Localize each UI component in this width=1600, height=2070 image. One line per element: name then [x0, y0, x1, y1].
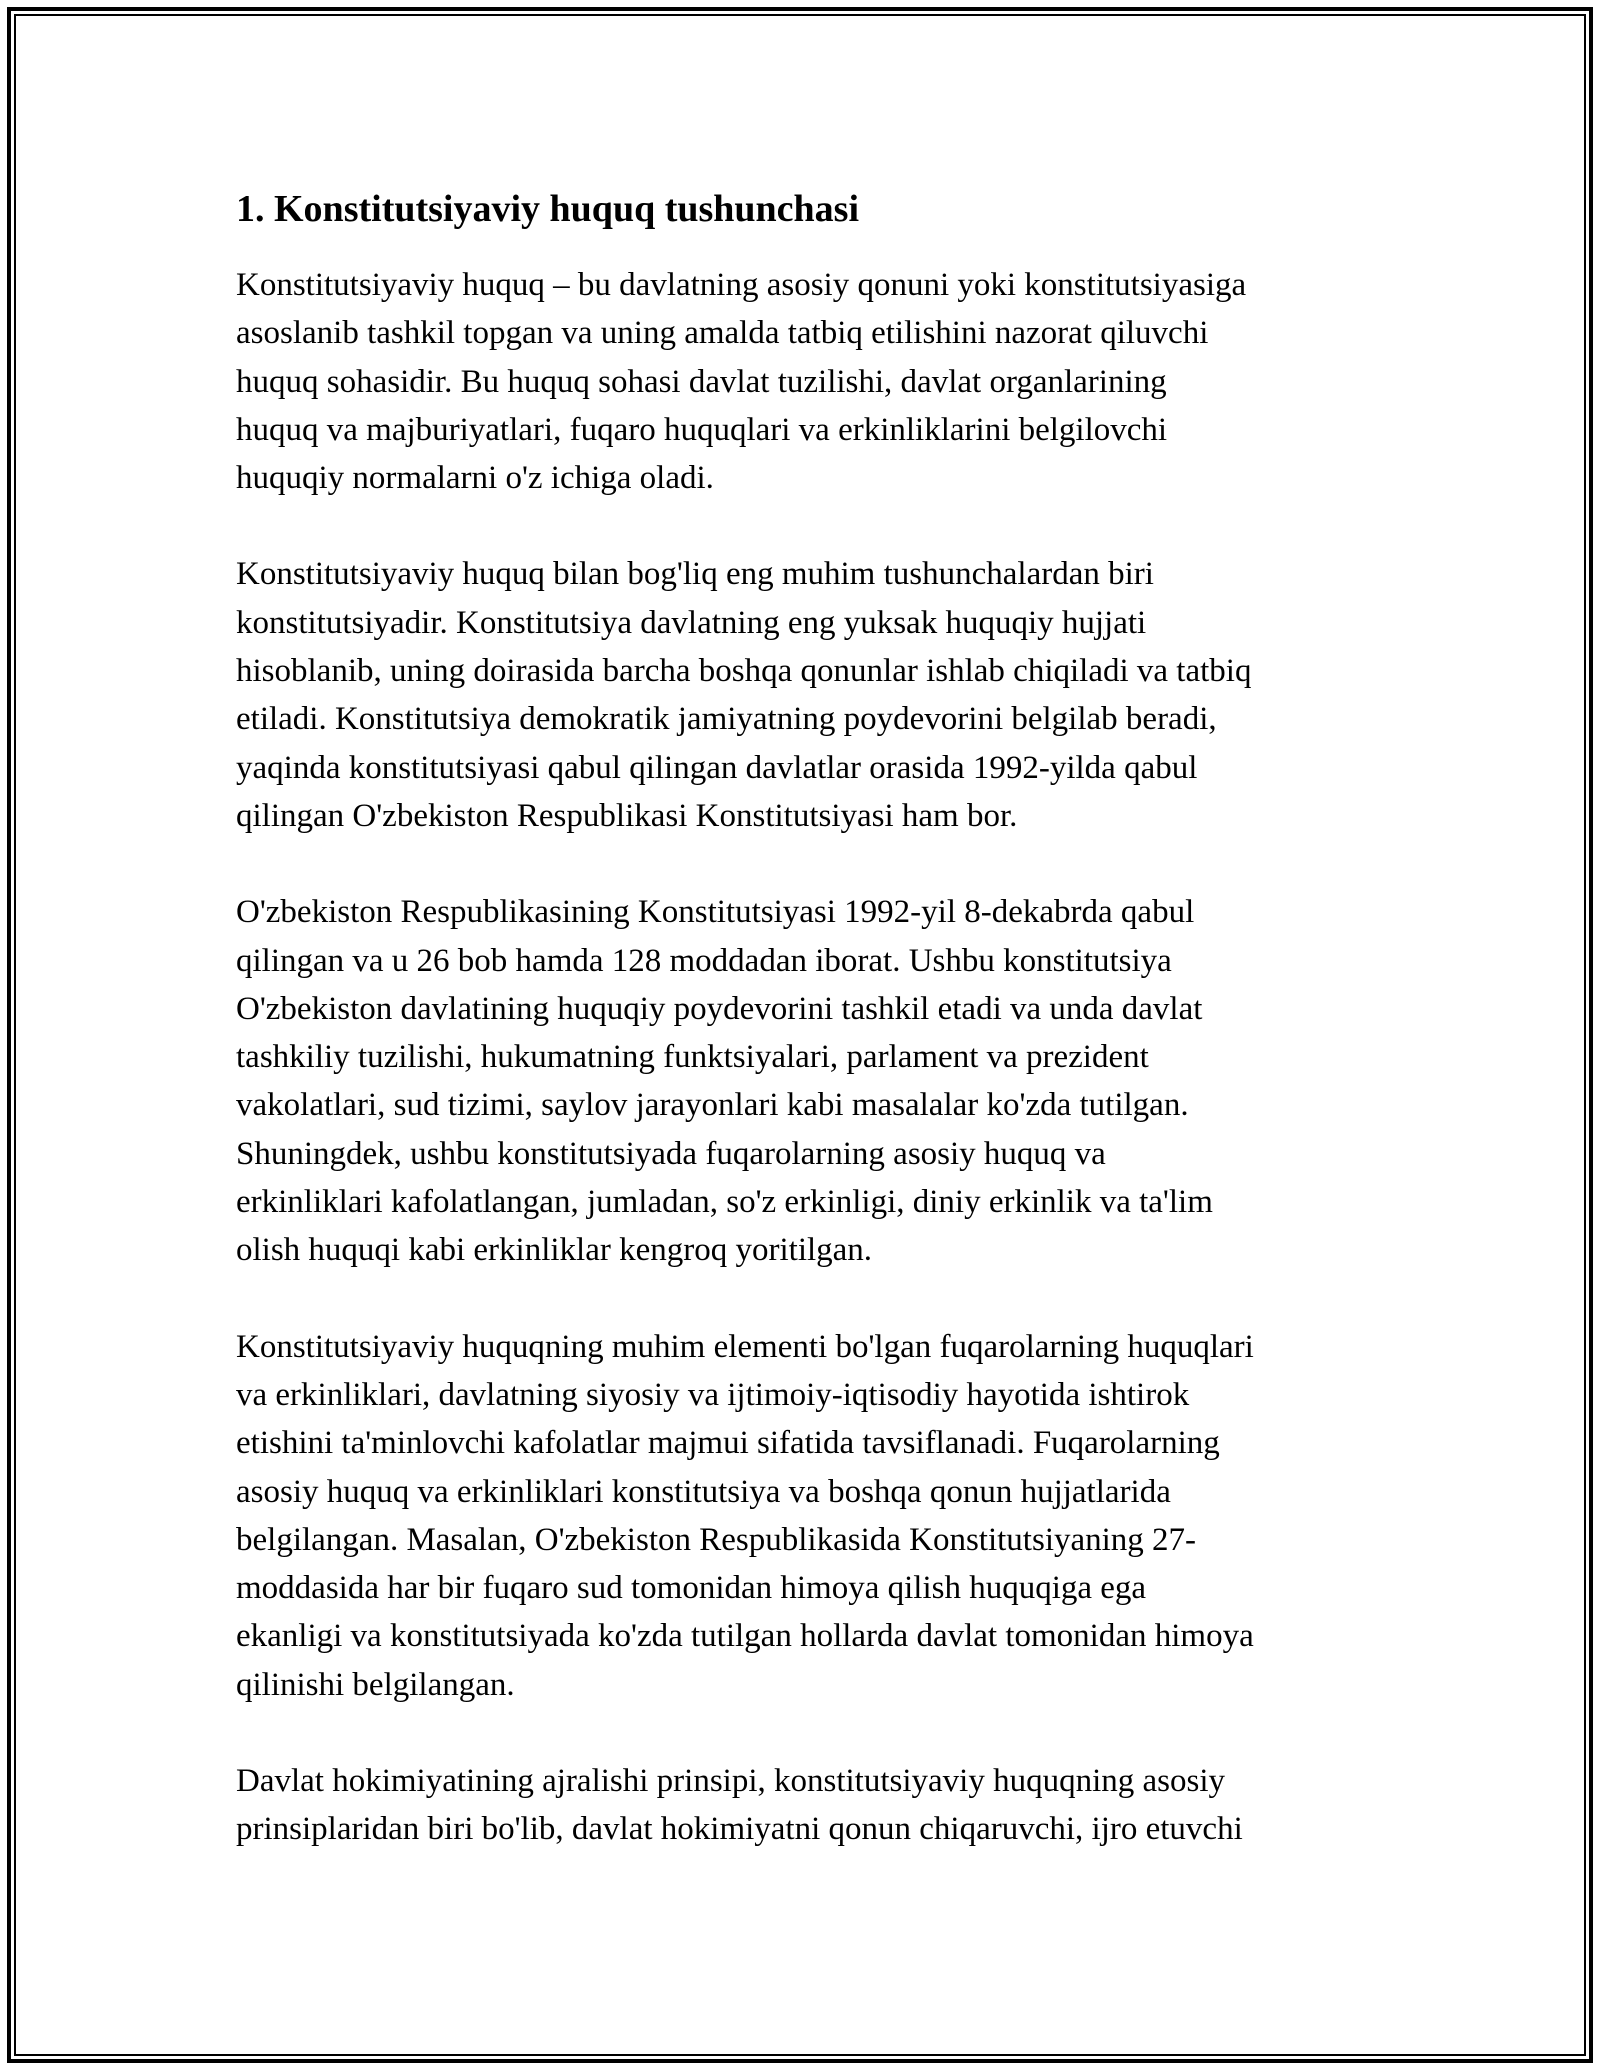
paragraph-3: O'zbekiston Respublikasining Konstitutsiyasi 1992-yil 8-dekabrda qabul qilingan va u 26 bob hamda 128 moddadan iborat. Ushbu konstitutsiya O'zbekiston davlatining huquqiy poydevorini tashkil etadi va unda davlat tashkiliy tuzilishi, hukumatning funktsiyalari, parlament va prezident vakolatlari, sud tizimi, saylov jarayonlari kabi masalalar ko'zda tutilgan. Shuningdek, ushbu konstitutsiyada fuqarolarning asosiy huquq va erkinliklari kafolatlangan, jumladan, so'z erkinligi, diniy erkinlik va ta'lim olish huquqi kabi erkinliklar kengroq yoritilgan.: [236, 894, 1213, 1269]
paragraph-1: Konstitutsiyaviy huquq – bu davlatning asosiy qonuni yoki konstitutsiyasiga asoslanib tashkil topgan va uning amalda tatbiq etilishini nazorat qiluvchi huquq sohasidir. Bu huquq sohasi davlat tuzilishi, davlat organlarining huquq va majburiyatlari, fuqaro huquqlari va erkinliklarini belgilovchi huquqiy normalarni o'z ichiga oladi.: [236, 267, 1247, 497]
paragraph-5: Davlat hokimiyatining ajralishi prinsipi, konstitutsiyaviy huquqning asosiy prinsiplaridan biri bo'lib, davlat hokimiyatni qonun chiqaruvchi, ijro etuvchi: [236, 1763, 1243, 1848]
paragraph-2: Konstitutsiyaviy huquq bilan bog'liq eng muhim tushunchalardan biri konstitutsiyadir. Konstitutsiya davlatning eng yuksak huquqiy hujjati hisoblanib, uning doirasida barcha boshqa qonunlar ishlab chiqiladi va tatbiq etiladi. Konstitutsiya demokratik jamiyatning poydevorini belgilab beradi, yaqinda konstitutsiyasi qabul qilingan davlatlar orasida 1992-yilda qabul qilingan O'zbekiston Respublikasi Konstitutsiyasi ham bor.: [236, 556, 1252, 834]
document-body: [236, 185, 1376, 1902]
paragraph-4: Konstitutsiyaviy huquqning muhim elementi bo'lgan fuqarolarning huquqlari va erkinliklari, davlatning siyosiy va ijtimoiy-iqtisodiy hayotida ishtirok etishini ta'minlovchi kafolatlar majmui sifatida tavsiflanadi. Fuqarolarning asosiy huquq va erkinliklari konstitutsiya va boshqa qonun hujjatlarida belgilangan. Masalan, O'zbekiston Respublikasida Konstitutsiyaning 27- moddasida har bir fuqaro sud tomonidan himoya qilish huquqiga ega ekanligi va konstitutsiyada ko'zda tutilgan hollarda davlat tomonidan himoya qilinishi belgilangan.: [236, 1328, 1254, 1703]
section-heading: 1. Konstitutsiyaviy huquq tushunchasi: [236, 188, 860, 230]
